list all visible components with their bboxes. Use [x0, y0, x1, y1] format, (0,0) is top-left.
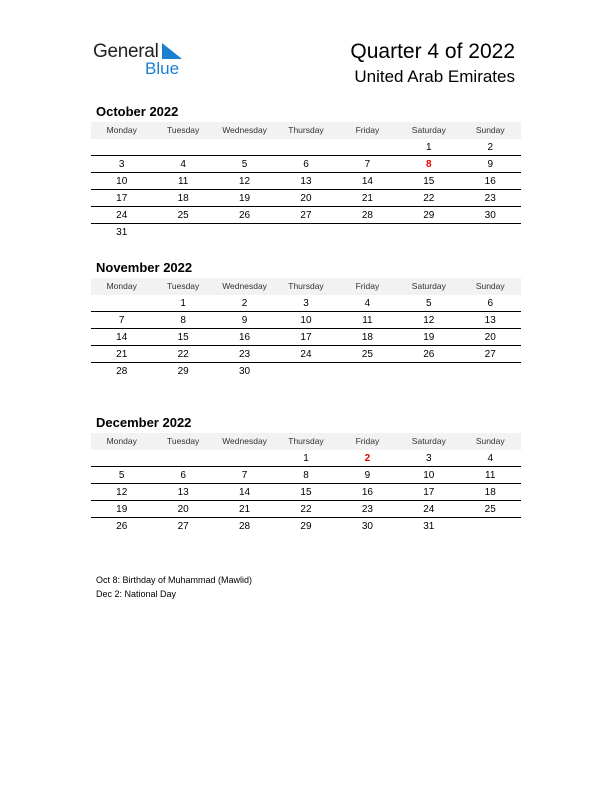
holiday-note: Dec 2: National Day — [96, 589, 177, 599]
empty-day-cell — [337, 224, 398, 241]
day-cell: 5 — [241, 159, 248, 170]
empty-day-cell — [398, 224, 459, 241]
weekday-header: Saturday — [411, 125, 446, 135]
day-cell: 21 — [361, 193, 373, 204]
weekday-header: Sunday — [475, 281, 505, 291]
day-cell: 29 — [300, 521, 312, 532]
day-cell: 4 — [364, 298, 371, 309]
day-cell: 1 — [426, 142, 432, 153]
day-cell: 23 — [484, 193, 496, 204]
day-cell: 3 — [118, 159, 125, 170]
day-cell: 22 — [300, 504, 312, 515]
day-cell: 9 — [487, 159, 494, 170]
day-cell: 2 — [241, 298, 248, 309]
empty-day-cell — [460, 518, 521, 535]
day-cell: 23 — [238, 349, 251, 360]
week-row — [91, 207, 521, 224]
week-row — [91, 329, 521, 346]
day-cell: 16 — [361, 487, 373, 498]
week-row — [91, 139, 521, 156]
day-cell: 17 — [116, 193, 128, 204]
weekday-header: Saturday — [411, 281, 446, 291]
empty-day-cell — [398, 363, 459, 380]
day-cell: 20 — [300, 193, 312, 204]
day-cell: 6 — [180, 470, 186, 481]
day-cell: 26 — [238, 210, 251, 221]
day-cell: 24 — [116, 210, 128, 221]
day-cell: 28 — [361, 210, 373, 221]
day-cell: 21 — [238, 504, 251, 515]
empty-day-cell — [152, 139, 213, 155]
day-cell: 16 — [238, 332, 251, 343]
day-cell: 18 — [484, 487, 496, 498]
day-cell: 28 — [116, 366, 128, 377]
day-cell: 18 — [177, 193, 189, 204]
month-title: October 2022 — [96, 104, 179, 119]
day-cell: 21 — [116, 349, 128, 360]
day-cell: 8 — [180, 315, 186, 326]
day-cell: 30 — [484, 210, 496, 221]
day-cell: 10 — [423, 470, 435, 481]
day-cell: 12 — [238, 176, 251, 187]
logo — [93, 41, 193, 81]
day-cell: 19 — [116, 504, 128, 515]
empty-day-cell — [275, 224, 336, 241]
day-cell: 25 — [361, 349, 373, 360]
empty-day-cell — [337, 363, 398, 380]
day-cell: 8 — [303, 470, 309, 481]
weekday-header: Monday — [106, 436, 137, 446]
day-cell: 17 — [300, 332, 312, 343]
day-cell: 14 — [116, 332, 128, 343]
day-cell: 2 — [487, 142, 494, 153]
empty-day-cell — [152, 224, 213, 241]
logo-text-blue: Blue — [145, 59, 180, 78]
day-cell: 2 — [364, 453, 371, 464]
day-cell: 8 — [426, 159, 432, 170]
day-cell: 9 — [364, 470, 371, 481]
day-cell: 19 — [238, 193, 251, 204]
weekday-header: Wednesday — [222, 436, 267, 446]
empty-day-cell — [214, 139, 275, 155]
weekday-header: Tuesday — [166, 125, 200, 135]
weekday-header: Thursday — [288, 281, 324, 291]
day-cell: 18 — [361, 332, 373, 343]
day-cell: 26 — [116, 521, 128, 532]
day-cell: 26 — [423, 349, 435, 360]
day-cell: 3 — [426, 453, 432, 464]
day-cell: 15 — [423, 176, 435, 187]
month-october — [91, 102, 521, 241]
week-row — [91, 484, 521, 501]
weekday-header-row — [91, 122, 521, 139]
page-subtitle: United Arab Emirates — [354, 67, 515, 86]
weekday-header: Thursday — [288, 125, 324, 135]
day-cell: 30 — [238, 366, 251, 377]
week-row — [91, 450, 521, 467]
day-cell: 14 — [238, 487, 251, 498]
empty-day-cell — [460, 363, 521, 380]
day-cell: 10 — [300, 315, 312, 326]
logo-text-general: General — [93, 41, 159, 62]
weekday-header: Thursday — [288, 436, 324, 446]
week-row — [91, 467, 521, 484]
empty-day-cell — [214, 224, 275, 241]
day-cell: 5 — [426, 298, 432, 309]
holiday-notes — [96, 573, 252, 601]
empty-day-cell — [214, 450, 275, 466]
week-row — [91, 190, 521, 207]
day-cell: 13 — [300, 176, 312, 187]
day-cell: 22 — [423, 193, 435, 204]
day-cell: 4 — [180, 159, 186, 170]
empty-day-cell — [152, 450, 213, 466]
day-cell: 20 — [177, 504, 189, 515]
day-cell: 11 — [485, 470, 496, 481]
week-row — [91, 156, 521, 173]
weekday-header: Friday — [355, 436, 380, 446]
day-cell: 5 — [118, 470, 125, 481]
empty-day-cell — [275, 139, 336, 155]
day-cell: 15 — [300, 487, 312, 498]
holiday-note: Oct 8: Birthday of Muhammad (Mawlid) — [96, 575, 253, 585]
day-cell: 24 — [300, 349, 312, 360]
weekday-header: Sunday — [475, 125, 505, 135]
empty-day-cell — [91, 295, 152, 311]
week-row — [91, 295, 521, 312]
day-cell: 25 — [484, 504, 496, 515]
day-cell: 6 — [487, 298, 494, 309]
day-cell: 11 — [362, 315, 373, 326]
day-cell: 31 — [423, 521, 435, 532]
page-title: Quarter 4 of 2022 — [350, 40, 515, 63]
day-cell: 1 — [180, 298, 186, 309]
empty-day-cell — [275, 363, 336, 380]
day-cell: 29 — [423, 210, 435, 221]
day-cell: 28 — [238, 521, 251, 532]
day-cell: 30 — [361, 521, 373, 532]
day-cell: 10 — [116, 176, 128, 187]
weekday-header: Tuesday — [166, 281, 200, 291]
day-cell: 12 — [116, 487, 128, 498]
day-cell: 9 — [241, 315, 248, 326]
month-november — [91, 258, 521, 380]
empty-day-cell — [91, 450, 152, 466]
week-row — [91, 363, 521, 380]
empty-day-cell — [91, 139, 152, 155]
day-cell: 25 — [177, 210, 189, 221]
weekday-header-row — [91, 433, 521, 450]
day-cell: 13 — [484, 315, 496, 326]
month-title: November 2022 — [96, 260, 193, 275]
day-cell: 31 — [116, 227, 128, 238]
day-cell: 12 — [423, 315, 435, 326]
day-cell: 4 — [487, 453, 494, 464]
day-cell: 14 — [361, 176, 373, 187]
week-row — [91, 518, 521, 535]
week-row — [91, 173, 521, 190]
empty-day-cell — [337, 139, 398, 155]
day-cell: 7 — [118, 315, 125, 326]
day-cell: 7 — [241, 470, 248, 481]
week-row — [91, 501, 521, 518]
weekday-header: Tuesday — [166, 436, 200, 446]
weekday-header: Monday — [106, 281, 137, 291]
empty-day-cell — [460, 224, 521, 241]
week-row — [91, 224, 521, 241]
weekday-header: Wednesday — [222, 281, 267, 291]
day-cell: 22 — [177, 349, 189, 360]
day-cell: 19 — [423, 332, 435, 343]
day-cell: 16 — [484, 176, 496, 187]
day-cell: 29 — [177, 366, 189, 377]
weekday-header: Saturday — [411, 436, 446, 446]
month-december — [91, 413, 521, 535]
day-cell: 17 — [423, 487, 435, 498]
day-cell: 6 — [303, 159, 309, 170]
day-cell: 27 — [484, 349, 496, 360]
weekday-header-row — [91, 278, 521, 295]
day-cell: 24 — [423, 504, 435, 515]
weekday-header: Wednesday — [222, 125, 267, 135]
week-row — [91, 312, 521, 329]
day-cell: 7 — [364, 159, 371, 170]
day-cell: 1 — [303, 453, 309, 464]
weekday-header: Friday — [355, 125, 380, 135]
day-cell: 27 — [300, 210, 312, 221]
day-cell: 27 — [177, 521, 189, 532]
day-cell: 20 — [484, 332, 496, 343]
day-cell: 15 — [177, 332, 189, 343]
weekday-header: Friday — [355, 281, 380, 291]
weekday-header: Monday — [106, 125, 137, 135]
weekday-header: Sunday — [475, 436, 505, 446]
day-cell: 3 — [303, 298, 309, 309]
day-cell: 23 — [361, 504, 373, 515]
week-row — [91, 346, 521, 363]
day-cell: 13 — [177, 487, 189, 498]
day-cell: 11 — [177, 176, 189, 187]
month-title: December 2022 — [96, 415, 192, 430]
